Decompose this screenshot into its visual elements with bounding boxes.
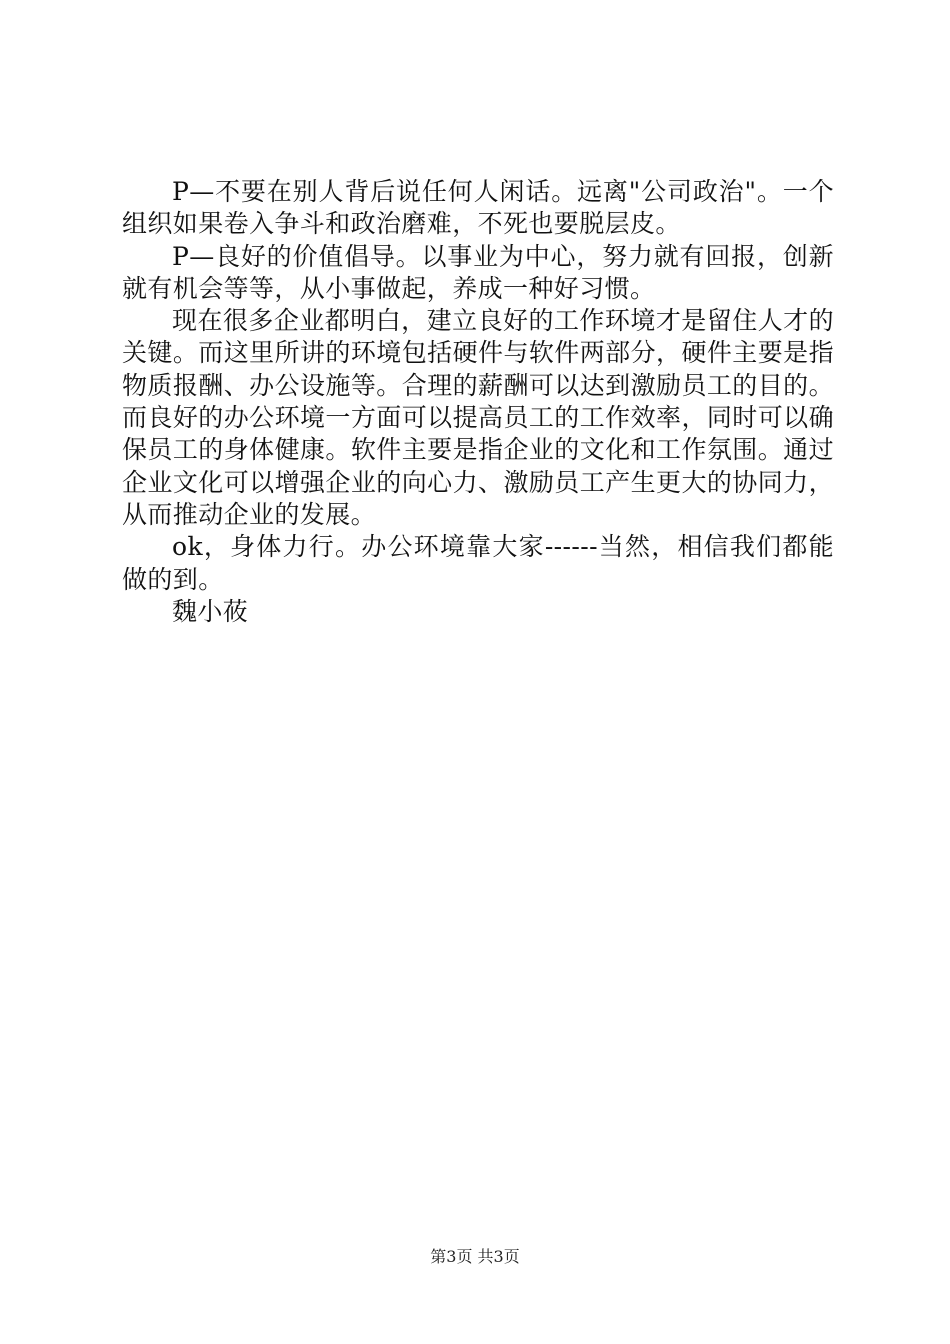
paragraph-environment: 现在很多企业都明白，建立良好的工作环境才是留住人才的关键。而这里所讲的环境包括硬件与软件两部分，硬件主要是指物质报酬、办公设施等。合理的薪酬可以达到激励员工的目的。而良好的办公环境一方面可以提高员工的工作效率，同时可以确保员工的身体健康。软件主要是指企业的文化和工作氛围。通过企业文化可以增强企业的向心力、激励员工产生更大的协同力，从而推动企业的发展。 [122, 306, 834, 529]
author-signature: 魏小莜 [172, 596, 249, 626]
document-body [122, 176, 834, 628]
paragraph-values: P—良好的价值倡导。以事业为中心，努力就有回报，创新就有机会等等，从小事做起，养成一种好习惯。 [122, 241, 834, 303]
paragraph-conclusion: ok，身体力行。办公环境靠大家------当然，相信我们都能做的到。 [122, 532, 834, 594]
paragraph-gossip: P—不要在别人背后说任何人闲话。远离"公司政治"。一个组织如果卷入争斗和政治磨难，不死也要脱层皮。 [122, 177, 834, 239]
page-footer: 第3页 共3页 [430, 1247, 520, 1266]
